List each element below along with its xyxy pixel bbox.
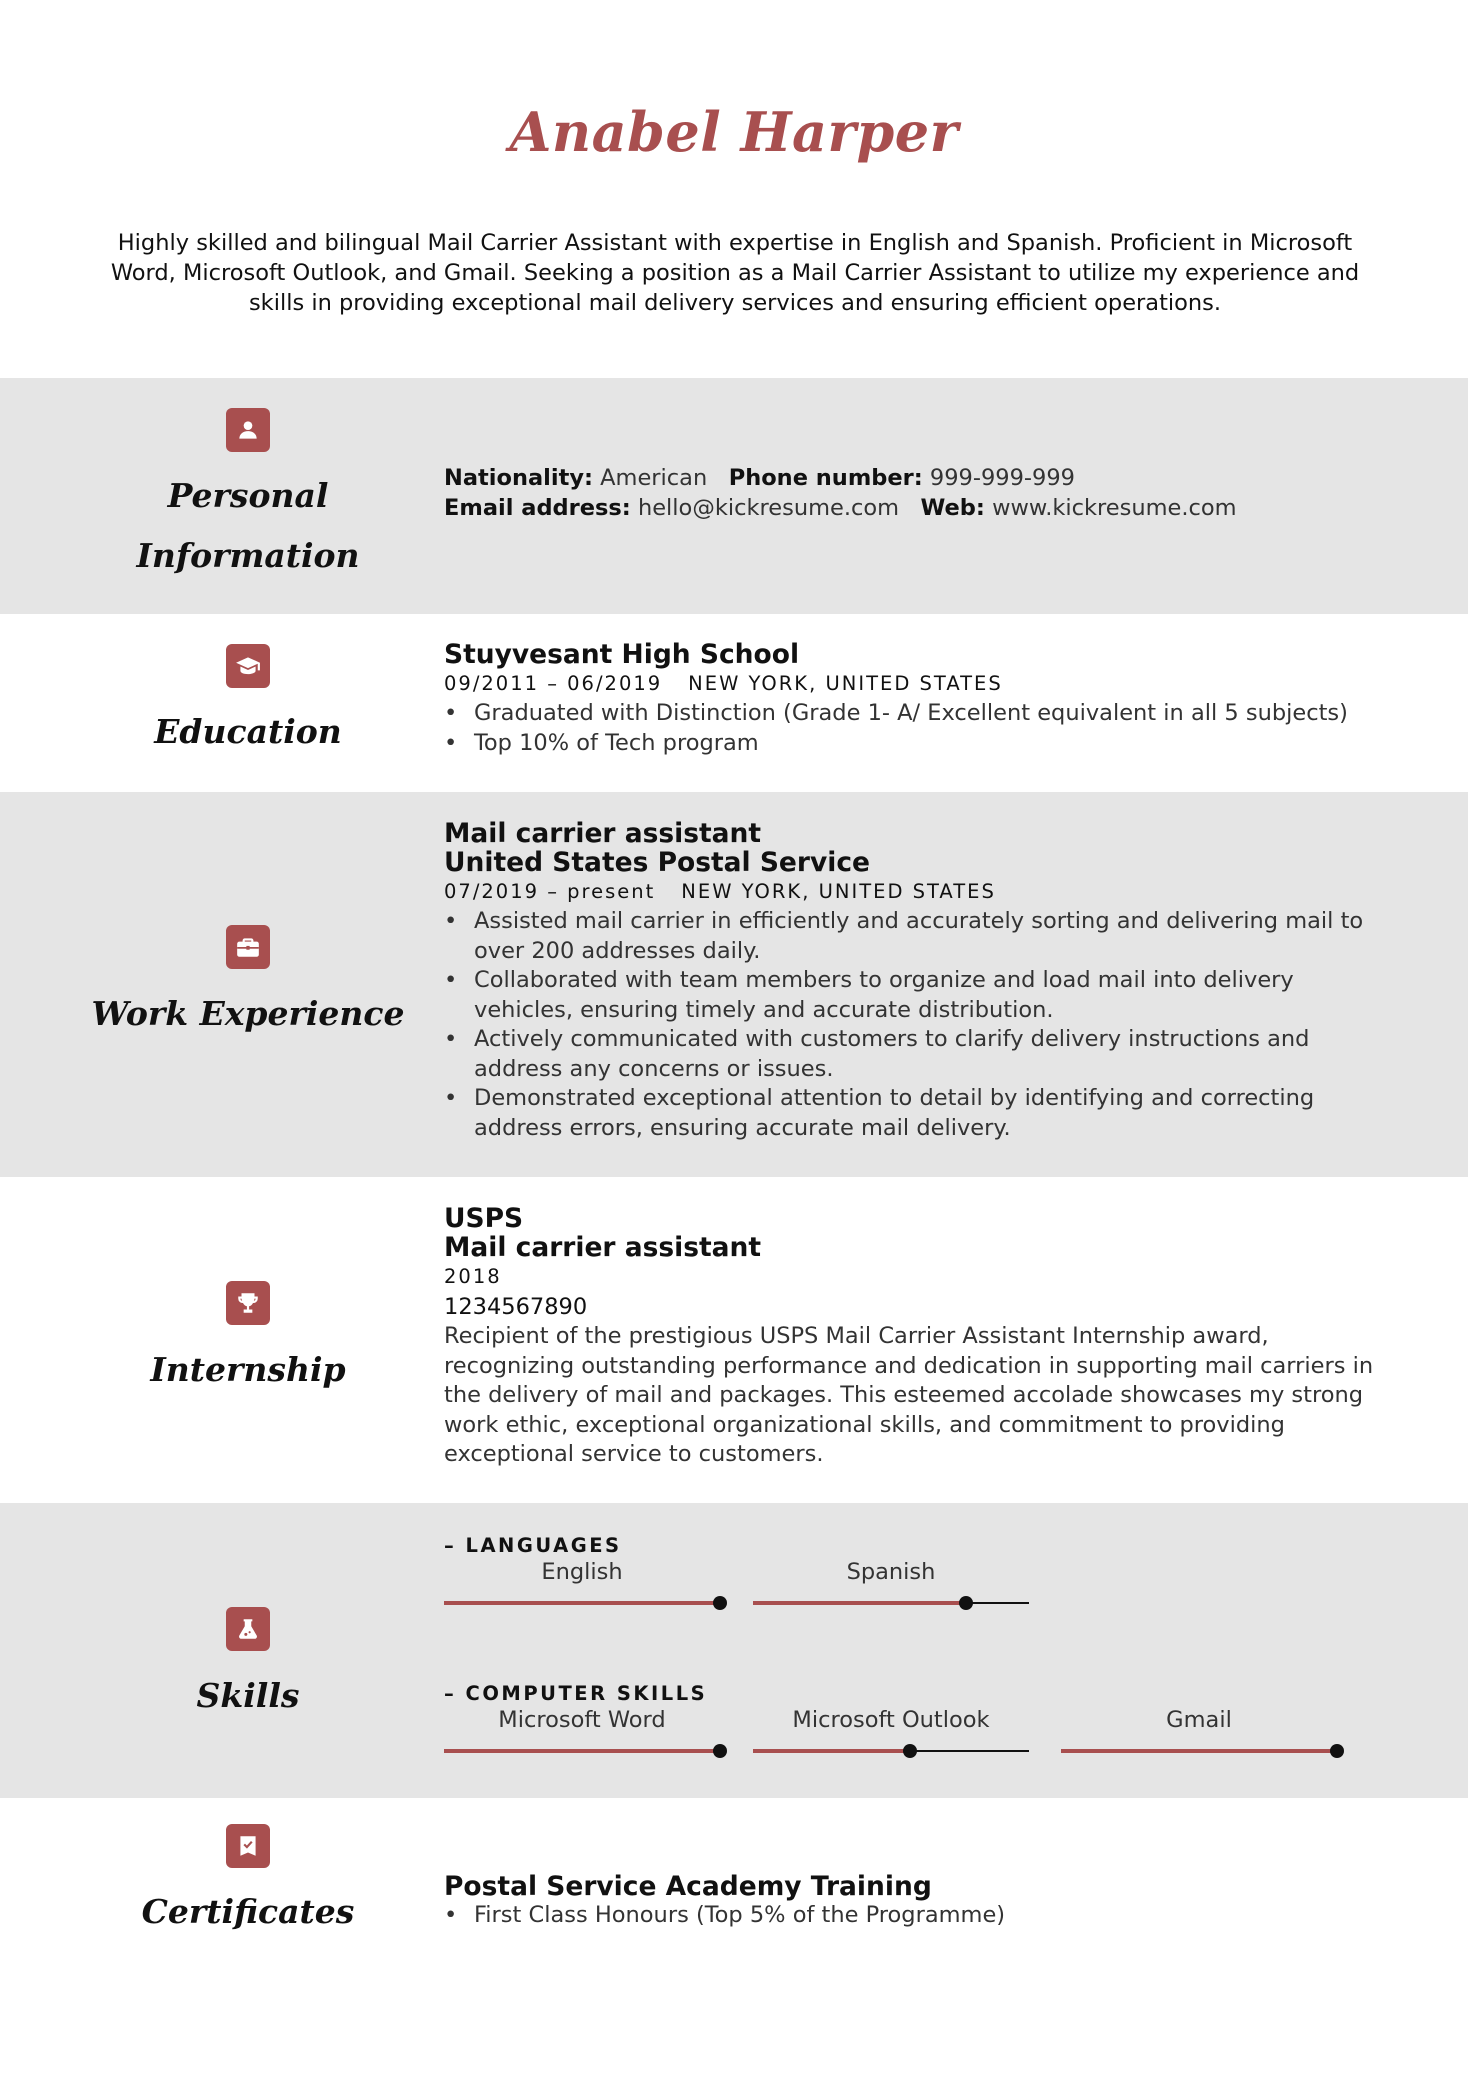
list-item: • First Class Honours (Top 5% of the Programme) bbox=[444, 1901, 1384, 1931]
skill-name: Gmail bbox=[1166, 1707, 1232, 1733]
skill-level-handle bbox=[713, 1596, 727, 1610]
list-item: • Graduated with Distinction (Grade 1- A/ Excellent equivalent in all 5 subjects) bbox=[444, 699, 1384, 729]
section-certificates bbox=[0, 1798, 1468, 2028]
skill-level-bar bbox=[1061, 1743, 1337, 1759]
skill-name: Spanish bbox=[846, 1559, 936, 1585]
list-item: • Assisted mail carrier in efficiently and accurately sorting and delivering mail to over 200 addresses daily. bbox=[444, 907, 1384, 966]
work-meta bbox=[444, 877, 1384, 907]
skill-level-bar bbox=[753, 1595, 1029, 1611]
trophy-icon bbox=[226, 1281, 270, 1325]
internship-number: 1234567890 bbox=[444, 1294, 588, 1320]
list-item: • Collaborated with team members to organize and load mail into delivery vehicles, ensuring timely and accurate distribution. bbox=[444, 966, 1384, 1025]
job-role: Mail carrier assistant bbox=[444, 818, 762, 849]
certificate-check-icon bbox=[226, 1824, 270, 1868]
briefcase-icon bbox=[226, 925, 270, 969]
section-internship bbox=[0, 1177, 1468, 1503]
school-name: Stuyvesant High School bbox=[444, 639, 800, 670]
languages-heading: – LANGUAGES bbox=[444, 1534, 622, 1557]
skill-name: Microsoft Outlook bbox=[792, 1707, 990, 1733]
computer-skills-heading: – COMPUTER SKILLS bbox=[444, 1682, 708, 1705]
certificate-name: Postal Service Academy Training bbox=[444, 1871, 932, 1902]
skill-gmail bbox=[1061, 1705, 1337, 1759]
section-title-education: Education bbox=[154, 712, 342, 751]
profile-summary: Highly skilled and bilingual Mail Carrier Assistant with expertise in English and Spanish. Proficient in Microsoft Word, Microsoft Outlook, and Gmail. Seeking a position as a Mail Carrier Assistant to utilize my experience and skills in providing exceptional mail delivery services and ensuring efficient operations. bbox=[110, 230, 1360, 316]
education-meta bbox=[444, 669, 1384, 699]
work-dates: 07/2019 – present bbox=[444, 880, 656, 903]
user-icon bbox=[226, 408, 270, 452]
web-value: www.kickresume.com bbox=[992, 495, 1237, 521]
nationality-value: American bbox=[600, 465, 708, 491]
skill-level-handle bbox=[903, 1744, 917, 1758]
list-item: • Actively communicated with customers to clarify delivery instructions and address any concerns or issues. bbox=[444, 1025, 1384, 1084]
section-personal-information bbox=[0, 378, 1468, 614]
web-label: Web: bbox=[920, 495, 985, 521]
email-value: hello@kickresume.com bbox=[637, 495, 900, 521]
skill-level-handle bbox=[959, 1596, 973, 1610]
list-item: • Top 10% of Tech program bbox=[444, 729, 1384, 759]
internship-year: 2018 bbox=[444, 1265, 502, 1288]
skill-level-bar bbox=[444, 1595, 720, 1611]
internship-org: USPS bbox=[444, 1203, 524, 1234]
skill-microsoft-word bbox=[444, 1705, 720, 1759]
skill-level-handle bbox=[713, 1744, 727, 1758]
internship-description: Recipient of the prestigious USPS Mail Carrier Assistant Internship award, recognizing outstanding performance and dedication in supporting mail carriers in the delivery of mail and packages. This esteemed accolade showcases my strong work ethic, exceptional organizational skills, and commitment to providing exceptional service to customers. bbox=[444, 1323, 1374, 1467]
education-location: NEW YORK, UNITED STATES bbox=[688, 672, 1003, 695]
work-bullets bbox=[444, 907, 1384, 1143]
skill-level-fill bbox=[753, 1601, 966, 1605]
education-bullets bbox=[444, 699, 1384, 758]
skill-name: Microsoft Word bbox=[498, 1707, 666, 1733]
email-label: Email address: bbox=[444, 495, 631, 521]
work-location: NEW YORK, UNITED STATES bbox=[681, 880, 996, 903]
section-skills bbox=[0, 1503, 1468, 1798]
certificate-bullets bbox=[444, 1901, 1384, 1931]
skill-english bbox=[444, 1557, 720, 1611]
skill-level-fill bbox=[1061, 1749, 1337, 1753]
education-dates: 09/2011 – 06/2019 bbox=[444, 672, 663, 695]
skill-level-bar bbox=[444, 1743, 720, 1759]
skill-microsoft-outlook bbox=[753, 1705, 1029, 1759]
section-title-internship: Internship bbox=[150, 1350, 346, 1389]
section-title-work: Work Experience bbox=[91, 994, 405, 1033]
flask-icon bbox=[226, 1607, 270, 1651]
nationality-label: Nationality: bbox=[444, 465, 593, 491]
skill-level-fill bbox=[444, 1749, 720, 1753]
graduation-cap-icon bbox=[226, 644, 270, 688]
phone-value: 999-999-999 bbox=[929, 465, 1075, 491]
list-item: • Demonstrated exceptional attention to detail by identifying and correcting address errors, ensuring accurate mail delivery. bbox=[444, 1084, 1384, 1143]
skill-level-fill bbox=[753, 1749, 910, 1753]
candidate-name: Anabel Harper bbox=[509, 100, 959, 164]
info-row bbox=[444, 493, 1384, 523]
section-title-line: Personal bbox=[167, 476, 329, 515]
internship-role: Mail carrier assistant bbox=[444, 1232, 762, 1263]
phone-label: Phone number: bbox=[728, 465, 923, 491]
skill-level-fill bbox=[444, 1601, 720, 1605]
skill-spanish bbox=[753, 1557, 1029, 1611]
skill-level-bar bbox=[753, 1743, 1029, 1759]
section-title-line: Information bbox=[136, 536, 360, 575]
skill-name: English bbox=[541, 1559, 623, 1585]
section-title-certificates: Certificates bbox=[141, 1892, 355, 1931]
skill-level-handle bbox=[1330, 1744, 1344, 1758]
section-education bbox=[0, 614, 1468, 792]
section-title-personal bbox=[0, 466, 496, 586]
company-name: United States Postal Service bbox=[444, 847, 871, 878]
section-work-experience bbox=[0, 792, 1468, 1177]
info-row bbox=[444, 463, 1384, 493]
section-title-skills: Skills bbox=[196, 1676, 300, 1715]
